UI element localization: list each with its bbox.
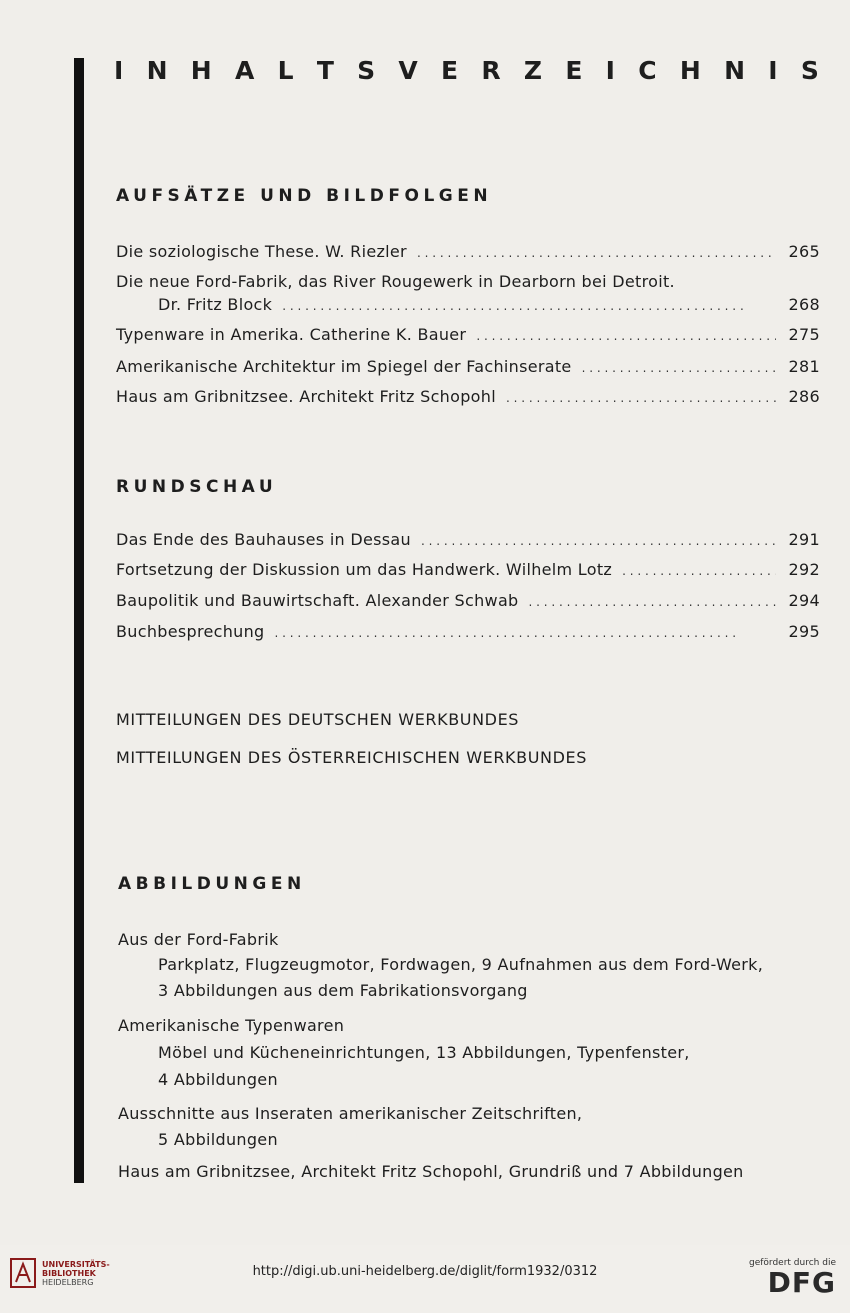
leader-dots — [506, 391, 776, 405]
library-line: HEIDELBERG — [42, 1277, 94, 1287]
dfg-caption: gefördert durch die — [749, 1258, 836, 1268]
toc-entry-title: Fortsetzung der Diskussion um das Handwerk. Wilhelm Lotz — [116, 560, 613, 579]
section-heading-aufsaetze: AUFSÄTZE UND BILDFOLGEN — [116, 186, 493, 206]
toc-entry-title: Das Ende des Bauhauses in Dessau — [116, 530, 411, 549]
library-line: BIBLIOTHEK — [42, 1268, 96, 1278]
title-letter: V — [398, 56, 418, 85]
leader-dots — [282, 299, 776, 313]
title-letter: E — [565, 56, 583, 85]
title-letter: N — [146, 56, 168, 85]
toc-entry-title: Die soziologische These. W. Riezler — [116, 242, 407, 261]
toc-entry-page: 295 — [788, 622, 820, 641]
title-letter: I — [114, 56, 124, 85]
toc-entry — [116, 387, 820, 406]
dfg-logo[interactable] — [749, 1258, 836, 1298]
title-letter: Z — [523, 56, 543, 85]
leader-dots — [529, 595, 776, 609]
title-letter: E — [441, 56, 459, 85]
title-letter: I — [768, 56, 778, 85]
toc-entry-page: 286 — [788, 387, 820, 406]
toc-entry-page: 291 — [788, 530, 820, 549]
abbildungen-line: 3 Abbildungen aus dem Fabrikationsvorgang — [158, 981, 528, 1000]
toc-entry-title: Haus am Gribnitzsee. Architekt Fritz Schopohl — [116, 387, 496, 406]
leader-dots — [582, 361, 776, 375]
title-letter: C — [638, 56, 657, 85]
title-letter: R — [481, 56, 501, 85]
abbildungen-line: Möbel und Kücheneinrichtungen, 13 Abbildungen, Typenfenster, — [158, 1043, 690, 1062]
toc-entry-title: Die neue Ford-Fabrik, das River Rougewerk in Dearborn bei Detroit. — [116, 272, 675, 291]
toc-entry-title: Amerikanische Architektur im Spiegel der Fachinserate — [116, 357, 572, 376]
toc-entry-page: 265 — [788, 242, 820, 261]
title-letter: S — [357, 56, 376, 85]
toc-entry-title: Typenware in Amerika. Catherine K. Bauer — [116, 325, 467, 344]
toc-entry — [116, 591, 820, 610]
abbildungen-line: Haus am Gribnitzsee, Architekt Fritz Schopohl, Grundriß und 7 Abbildungen — [118, 1162, 744, 1181]
source-url-link[interactable]: http://digi.ub.uni-heidelberg.de/diglit/form1932/0312 — [252, 1264, 598, 1279]
toc-entry-page: 268 — [788, 295, 820, 314]
title-letter: N — [724, 56, 746, 85]
toc-entry — [116, 242, 820, 261]
title-letter: I — [605, 56, 615, 85]
title-letter: T — [316, 56, 334, 85]
abbildungen-line: 5 Abbildungen — [158, 1130, 278, 1149]
title-letter: L — [277, 56, 294, 85]
title-letter: H — [679, 56, 701, 85]
title-letter: S — [800, 56, 819, 85]
title-letter: A — [234, 56, 255, 85]
toc-entry — [116, 325, 820, 344]
toc-entry — [116, 560, 820, 579]
toc-entry-page: 294 — [788, 591, 820, 610]
toc-entry-page: 292 — [788, 560, 820, 579]
page-title — [114, 56, 819, 85]
abbildungen-line: Aus der Ford-Fabrik — [118, 930, 279, 949]
abbildungen-line: Ausschnitte aus Inseraten amerikanischer Zeitschriften, — [118, 1104, 583, 1123]
toc-entry — [116, 622, 820, 641]
dfg-wordmark: DFG — [767, 1266, 836, 1299]
toc-entry-page: 281 — [788, 357, 820, 376]
leader-dots — [421, 534, 776, 548]
left-vertical-rule — [74, 58, 84, 1183]
abbildungen-line: Parkplatz, Flugzeugmotor, Fordwagen, 9 Aufnahmen aus dem Ford-Werk, — [158, 955, 764, 974]
library-line: UNIVERSITÄTS- — [42, 1259, 110, 1269]
section-heading-abbildungen: ABBILDUNGEN — [118, 874, 306, 894]
leader-dots — [476, 329, 776, 343]
mitteilungen-line: MITTEILUNGEN DES ÖSTERREICHISCHEN WERKBUNDES — [116, 748, 587, 767]
leader-dots — [417, 246, 776, 260]
toc-entry-page: 275 — [788, 325, 820, 344]
toc-entry — [116, 530, 820, 549]
leader-dots — [622, 564, 776, 578]
title-letter: H — [190, 56, 212, 85]
mitteilungen-line: MITTEILUNGEN DES DEUTSCHEN WERKBUNDES — [116, 710, 520, 729]
toc-entry-title: Baupolitik und Bauwirtschaft. Alexander Schwab — [116, 591, 519, 610]
toc-entry — [116, 357, 820, 376]
abbildungen-line: 4 Abbildungen — [158, 1070, 278, 1089]
toc-entry-title: Dr. Fritz Block — [158, 295, 273, 314]
toc-entry-title: Buchbesprechung — [116, 622, 265, 641]
toc-entry — [158, 295, 820, 314]
leader-dots — [275, 626, 777, 640]
section-heading-rundschau: RUNDSCHAU — [116, 477, 278, 497]
abbildungen-line: Amerikanische Typenwaren — [118, 1016, 345, 1035]
